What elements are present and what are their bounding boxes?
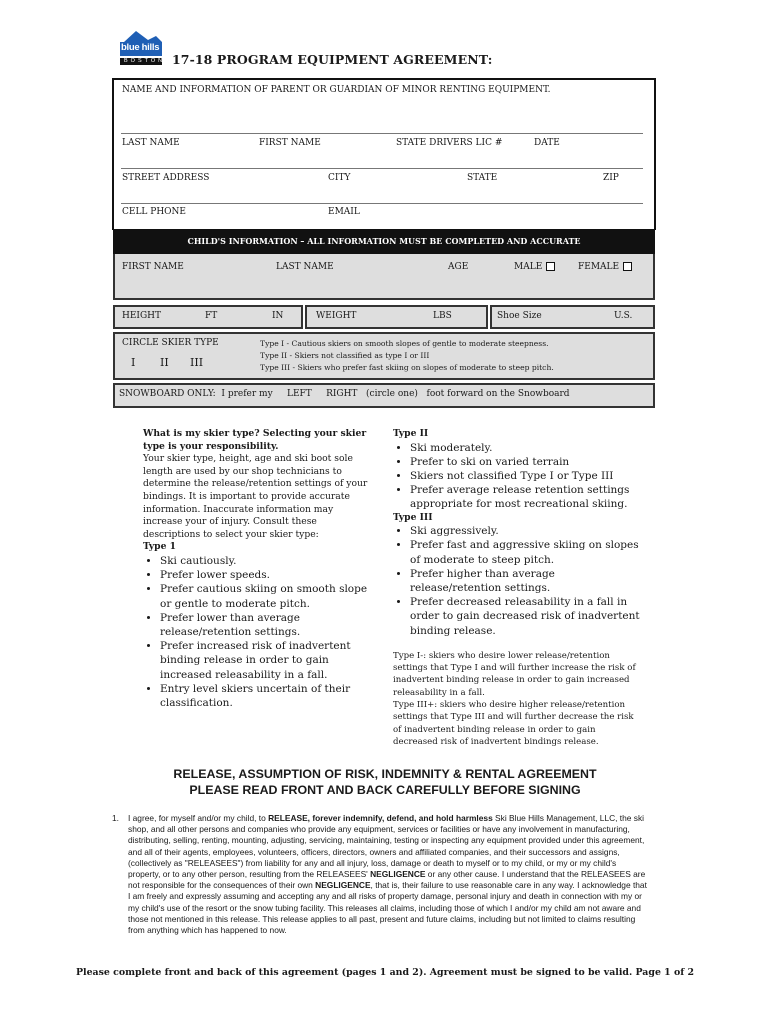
list-item: • Prefer average release retention settings appropriate for most recreational skiing. [410,483,643,511]
clause-negligence-bold: NEGLIGENCE [315,880,371,891]
logo-sub-text: BOSTON [124,58,166,64]
label-date: DATE [534,138,560,148]
male-option[interactable] [514,262,555,272]
release-title-line-2: PLEASE READ FRONT AND BACK CAREFULLY BEFORE SIGNING [189,783,581,797]
logo-brand-text: blue hills [121,42,160,53]
para-line: increase your of injury. Consult these [143,516,317,528]
label-last-name: LAST NAME [122,138,180,148]
label-shoe-size: Shoe Size [497,311,542,321]
label-weight: WEIGHT [316,311,357,321]
list-item: • Prefer lower than average release/retention settings. [160,611,375,639]
type-3-heading: Type III [393,511,433,523]
clause-text: I agree, for myself and/or my child, to [128,813,269,823]
skier-type-i[interactable]: I [131,356,136,369]
label-height: HEIGHT [122,311,162,321]
type-2-list [393,441,643,512]
type-1-list [143,554,375,710]
note-line: Type III+: skiers who desire higher release/retention [393,700,626,711]
release-clause-1 [128,813,650,936]
skier-type-question-2: type is your responsibility. [143,440,279,452]
type-3-list [393,524,643,638]
list-item: • Entry level skiers uncertain of their classification. [160,682,375,710]
type-ii-desc: Type II - Skiers not classified as type I or III [260,351,430,360]
list-item: • Skiers not classified Type I or Type III [410,469,643,483]
note-line: of inadvertent binding release in order to gain [393,724,596,735]
skier-type-iii[interactable]: III [190,356,204,369]
list-item: • Prefer lower speeds. [160,568,375,582]
blue-hills-logo [118,28,164,70]
list-item: • Ski moderately. [410,441,643,455]
snowboard-text[interactable]: SNOWBOARD ONLY: I prefer my LEFT RIGHT (circle one) foot forward on the Snowboard [119,389,570,399]
left-column [143,428,375,710]
label-email: EMAIL [328,207,360,217]
note-line: releasability in a fall. [393,687,485,698]
clause-number: 1. [112,813,119,823]
female-checkbox[interactable] [623,262,632,271]
clause-text: or any other cause. I understand that the RELEASEES are not responsible for the consequences of their own [128,869,646,891]
clause-negligence-bold: NEGLIGENCE [370,869,426,880]
label-male: MALE [514,262,543,272]
label-street: STREET ADDRESS [122,173,210,183]
type-i-desc: Type I - Cautious skiers on smooth slopes of gentle to moderate steepness. [260,339,549,348]
parent-line-3[interactable] [121,203,643,204]
para-line: descriptions to select your skier type: [143,528,319,540]
list-item: • Prefer fast and aggressive skiing on slopes of moderate to steep pitch. [410,538,643,566]
label-circle-skier-type: CIRCLE SKIER TYPE [122,338,219,348]
skier-type-descriptions [260,338,554,374]
para-line: length are used by our shop technicians to [143,465,342,477]
para-line: determine the release/retention settings of your [143,478,368,490]
page-title: 17-18 PROGRAM EQUIPMENT AGREEMENT: [172,52,493,67]
label-license: STATE DRIVERS LIC # [396,138,503,148]
male-checkbox[interactable] [546,262,555,271]
list-item: • Ski aggressively. [410,524,643,538]
label-ft: FT [205,311,218,321]
note-line: settings that Type III and will further decrease the risk [393,712,634,723]
child-name-box[interactable] [113,254,655,300]
list-item: • Ski cautiously. [160,554,375,568]
label-zip: ZIP [603,173,619,183]
label-female: FEMALE [578,262,620,272]
label-child-first-name: FIRST NAME [122,262,184,272]
label-us: U.S. [614,311,633,321]
type-2-heading: Type II [393,428,429,439]
parent-info-box [112,78,656,230]
right-column [393,428,643,748]
female-option[interactable] [578,262,632,272]
list-item: • Prefer increased risk of inadvertent binding release in order to gain increased releasability in a fall. [160,639,375,682]
parent-line-1[interactable] [121,133,643,134]
clause-text: , that is, their failure to use reasonable care in any way. I acknowledge that I am freely and expressly assuming and accepting any and all risks of property damage, personal injury and death in connection with my or my child's use of the resort or the snow tubing facility. This releases all claims, including those of which I and/or my child am not aware and those not mentioned in this release. This release applies to all past, present and future claims, including but not limited to claims resulting from anything which has happened to now. [128,880,647,936]
parent-heading: NAME AND INFORMATION OF PARENT OR GUARDIAN OF MINOR RENTING EQUIPMENT. [122,85,551,95]
label-first-name: FIRST NAME [259,138,321,148]
label-cell-phone: CELL PHONE [122,207,186,217]
note-line: Type I-: skiers who desire lower release/retention [393,650,610,661]
clause-release-bold: RELEASE, forever indemnify, defend, and hold harmless [268,813,493,823]
para-line: bindings. It is important to provide accurate [143,490,350,502]
child-info-header: CHILD'S INFORMATION – ALL INFORMATION MUST BE COMPLETED AND ACCURATE [113,229,655,254]
label-city: CITY [328,173,351,183]
para-line: Your skier type, height, age and ski boot sole [143,453,353,465]
para-line: information. Inaccurate information may [143,503,334,515]
skier-type-ii[interactable]: II [160,356,169,369]
release-title-line-1: RELEASE, ASSUMPTION OF RISK, INDEMNITY & RENTAL AGREEMENT [173,767,597,781]
note-line: settings that Type I and will further increase the risk of [393,663,636,674]
list-item: • Prefer higher than average release/retention settings. [410,567,643,595]
clause-text: Ski Blue Hills Management, LLC, the ski shop, and all other persons and companies who provide any equipment, services or facilities or have any involvement in manufacturing, distributing, selling, renting, mounting, adjusting, servicing, maintaining, testing or inspecting any equipment provided under this agreement, and all of their agents, employees, volunteers, officers, directors, owners and affiliated companies, and their successors and assigns, (collectively as "RELEASEES") from liability for any and all injury, loss, damage or death to myself or to my child, or my or my child's property, or to any other person, resulting from the RELEASEES' [128,813,645,880]
label-age: AGE [448,262,469,272]
release-title [0,766,770,798]
note-line: decreased risk of inadvertent bindings release. [393,736,599,747]
label-in: IN [272,311,284,321]
label-state: STATE [467,173,498,183]
list-item: • Prefer cautious skiing on smooth slope or gentle to moderate pitch. [160,582,375,610]
list-item: • Prefer decreased releasability in a fall in order to gain decreased risk of inadvertent binding release. [410,595,643,638]
skier-type-question: What is my skier type? Selecting your skier [143,428,367,439]
parent-line-2[interactable] [121,168,643,169]
page-footer: Please complete front and back of this agreement (pages 1 and 2). Agreement must be signed to be valid. Page 1 of 2 [75,967,695,978]
note-line: inadvertent binding release in order to gain increased [393,675,630,686]
type-1-heading: Type 1 [143,541,177,553]
type-iii-desc: Type III - Skiers who prefer fast skiing on slopes of moderate to steep pitch. [260,363,554,372]
label-lbs: LBS [433,311,452,321]
list-item: • Prefer to ski on varied terrain [410,455,643,469]
label-child-last-name: LAST NAME [276,262,334,272]
type-i-minus-note [393,650,643,748]
